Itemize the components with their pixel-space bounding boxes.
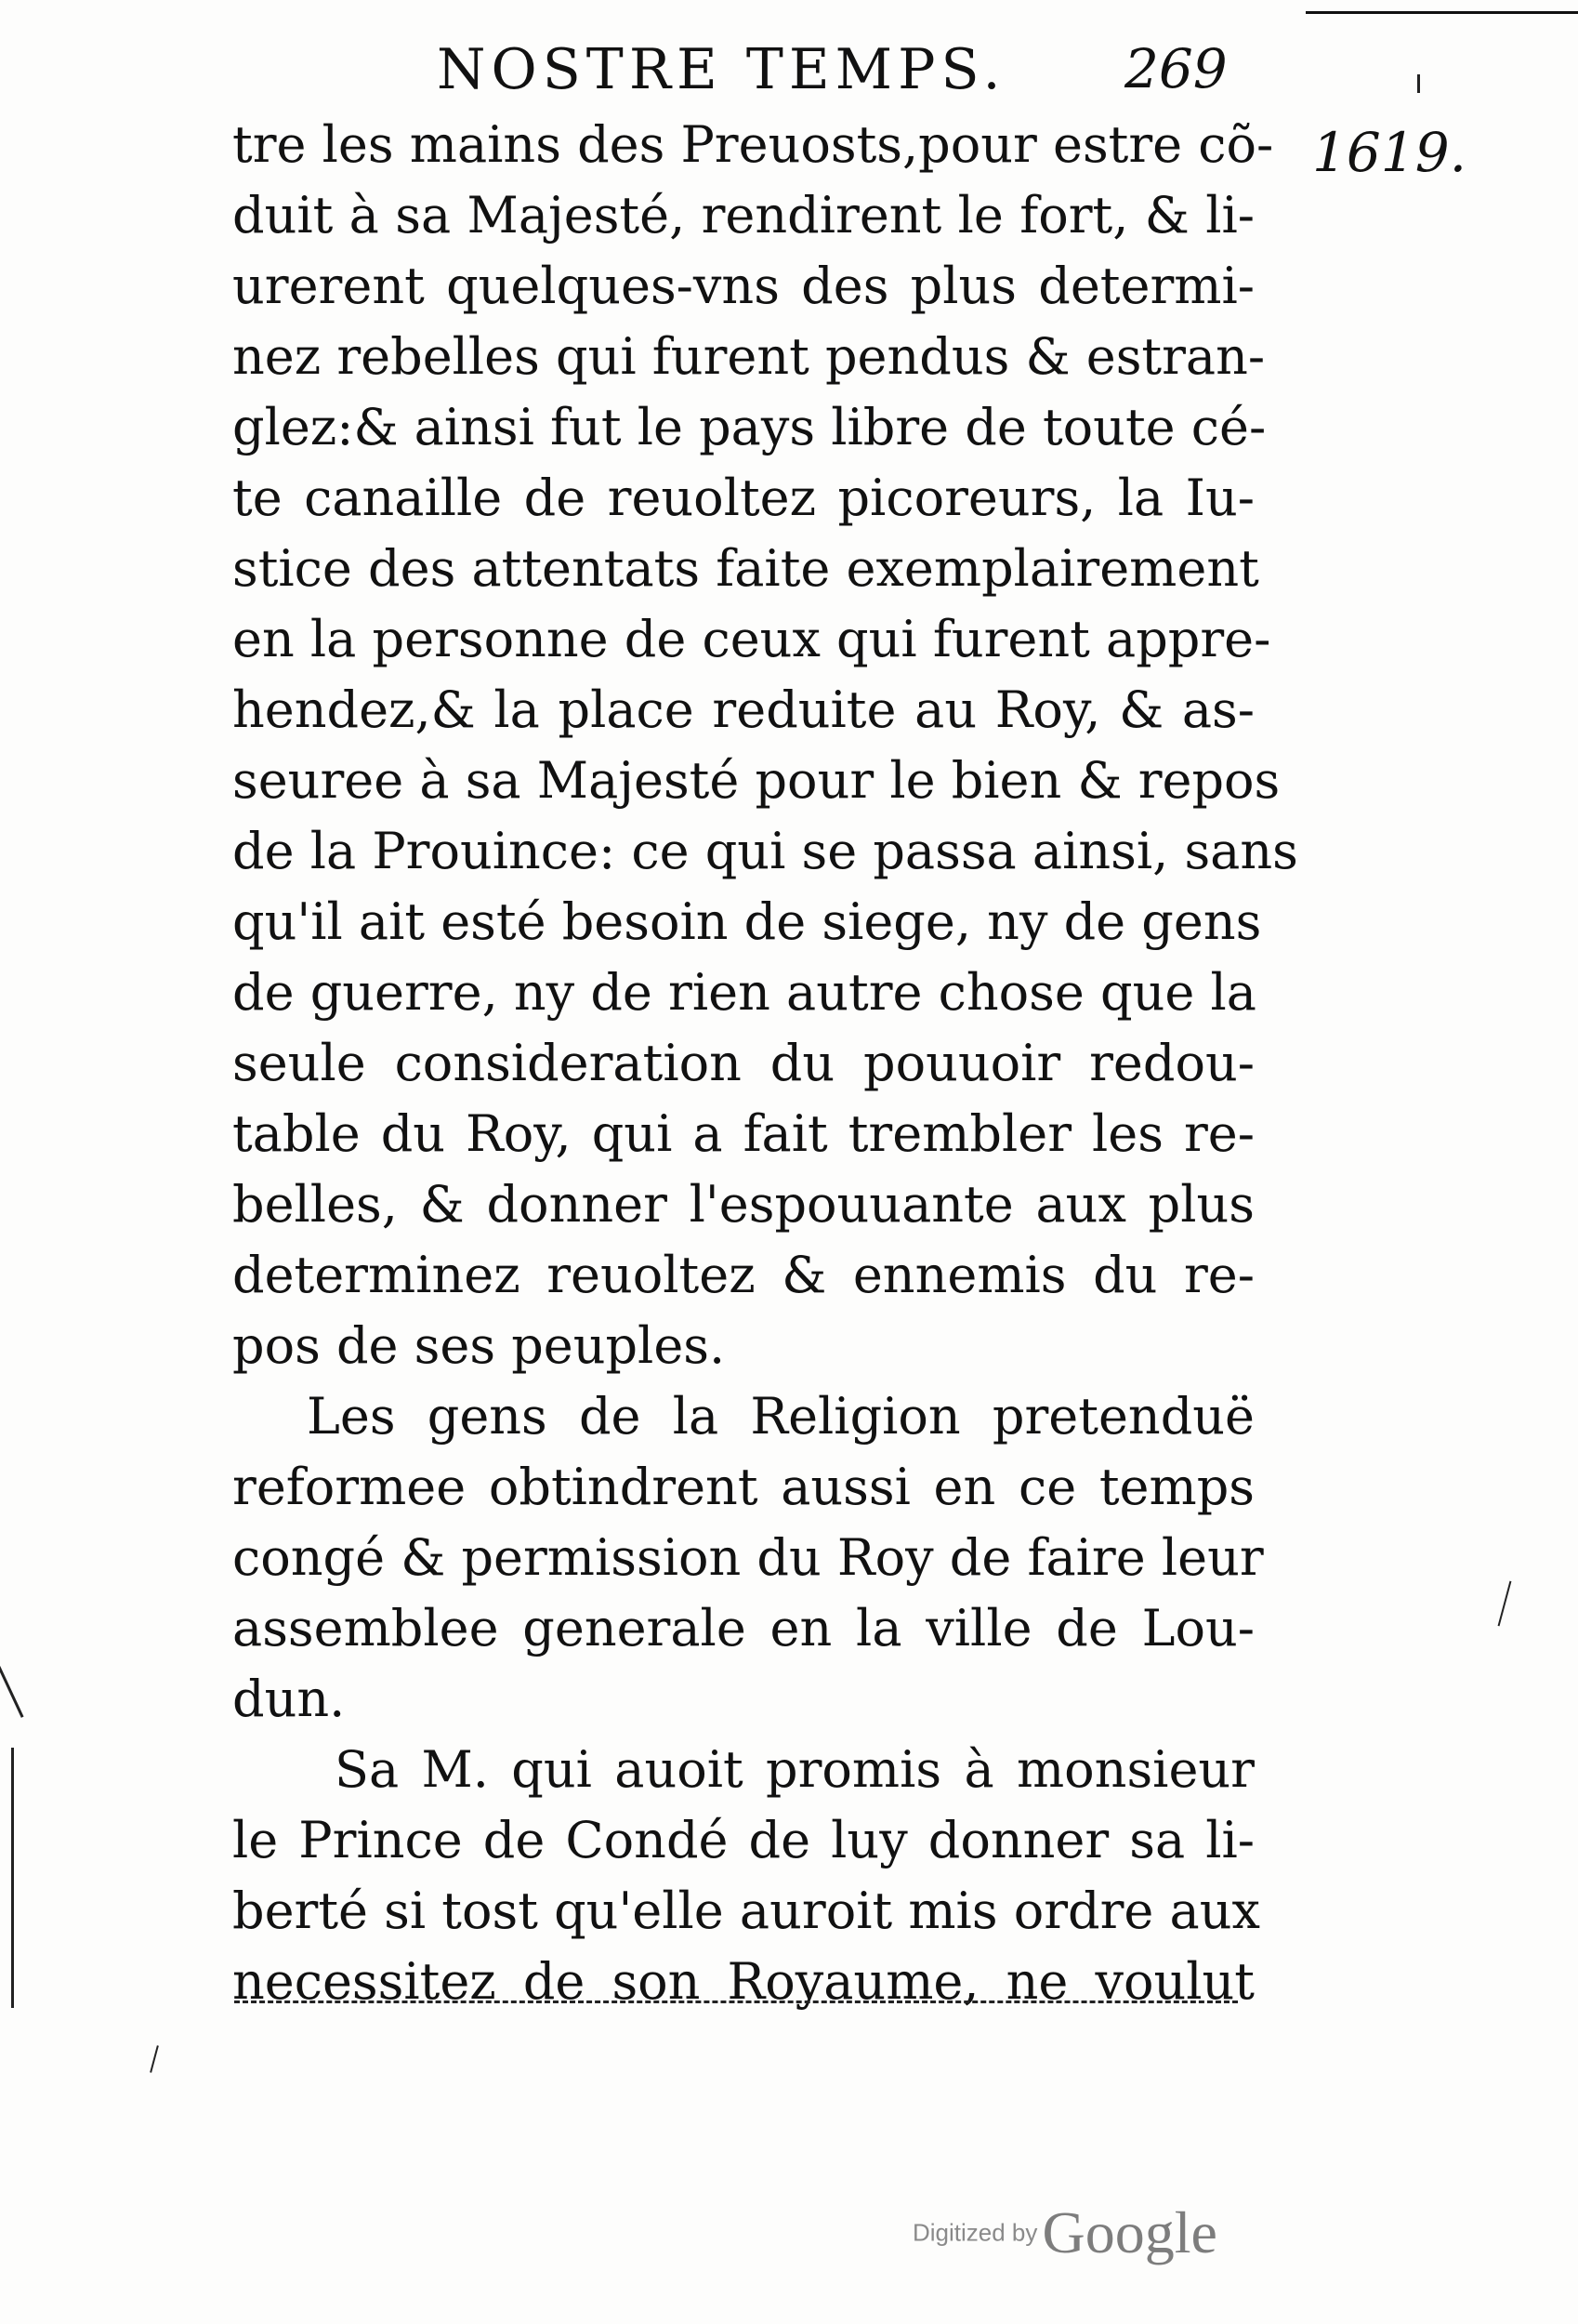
text-line: nez rebelles qui furent pendus & estran- <box>232 327 1266 386</box>
margin-year-note: 1619. <box>1312 121 1467 184</box>
digitized-watermark <box>913 2199 1217 2267</box>
text-line: determinez reuoltez & ennemis du re- <box>232 1246 1255 1304</box>
text-line: stice des attentats faite exemplairement <box>232 539 1259 598</box>
margin-mark <box>0 1666 24 1718</box>
body-text <box>232 110 1298 2017</box>
text-line: le Prince de Condé de luy donner sa li- <box>232 1811 1255 1869</box>
margin-mark <box>1417 74 1420 93</box>
margin-mark <box>150 2045 159 2072</box>
text-line: berté si tost qu'elle auroit mis ordre aux <box>232 1882 1260 1940</box>
underline-rule <box>234 2000 1238 2003</box>
text-line: seule consideration du pouuoir redou- <box>232 1034 1255 1092</box>
top-corner-rule <box>1306 11 1578 14</box>
text-line: congé & permission du Roy de faire leur <box>232 1528 1264 1587</box>
text-line: belles, & donner l'espouuante aux plus <box>232 1175 1255 1234</box>
text-line: de guerre, ny de rien autre chose que la <box>232 963 1256 1022</box>
text-line: dun. <box>232 1670 346 1728</box>
text-line: qu'il ait esté besoin de siege, ny de gens <box>232 892 1262 951</box>
text-line: necessitez de son Royaume, ne voulut <box>232 1952 1255 2011</box>
text-line: urerent quelques-vns des plus determi- <box>232 257 1255 315</box>
text-line: seuree à sa Majesté pour le bien & repos <box>232 751 1281 810</box>
text-line: hendez,& la place reduite au Roy, & as- <box>232 680 1255 739</box>
text-line: glez:& ainsi fut le pays libre de toute cé- <box>232 398 1267 456</box>
text-line: tre les mains des Preuosts,pour estre cõ- <box>232 115 1274 174</box>
page-number: 269 <box>1124 37 1228 100</box>
margin-mark <box>1498 1581 1512 1627</box>
margin-mark <box>11 1748 14 2008</box>
text-line: table du Roy, qui a fait trembler les re- <box>232 1104 1255 1163</box>
text-line: pos de ses peuples. <box>232 1316 726 1375</box>
google-logo: Google <box>1042 2199 1217 2265</box>
text-line: Sa M. qui auoit promis à monsieur <box>335 1740 1255 1799</box>
text-line: te canaille de reuoltez picoreurs, la Iu- <box>232 469 1255 527</box>
text-line: de la Prouince: ce qui se passa ainsi, sans <box>232 822 1298 880</box>
text-line: reformee obtindrent aussi en ce temps <box>232 1458 1255 1516</box>
digitized-label: Digitized by <box>913 2218 1038 2247</box>
text-line: duit à sa Majesté, rendirent le fort, & li- <box>232 186 1255 244</box>
text-line: Les gens de la Religion pretenduë <box>307 1387 1255 1446</box>
text-line: assemblee generale en la ville de Lou- <box>232 1599 1255 1657</box>
text-line: en la personne de ceux qui furent appre- <box>232 610 1271 668</box>
running-head: NOSTRE TEMPS. <box>437 37 1006 102</box>
